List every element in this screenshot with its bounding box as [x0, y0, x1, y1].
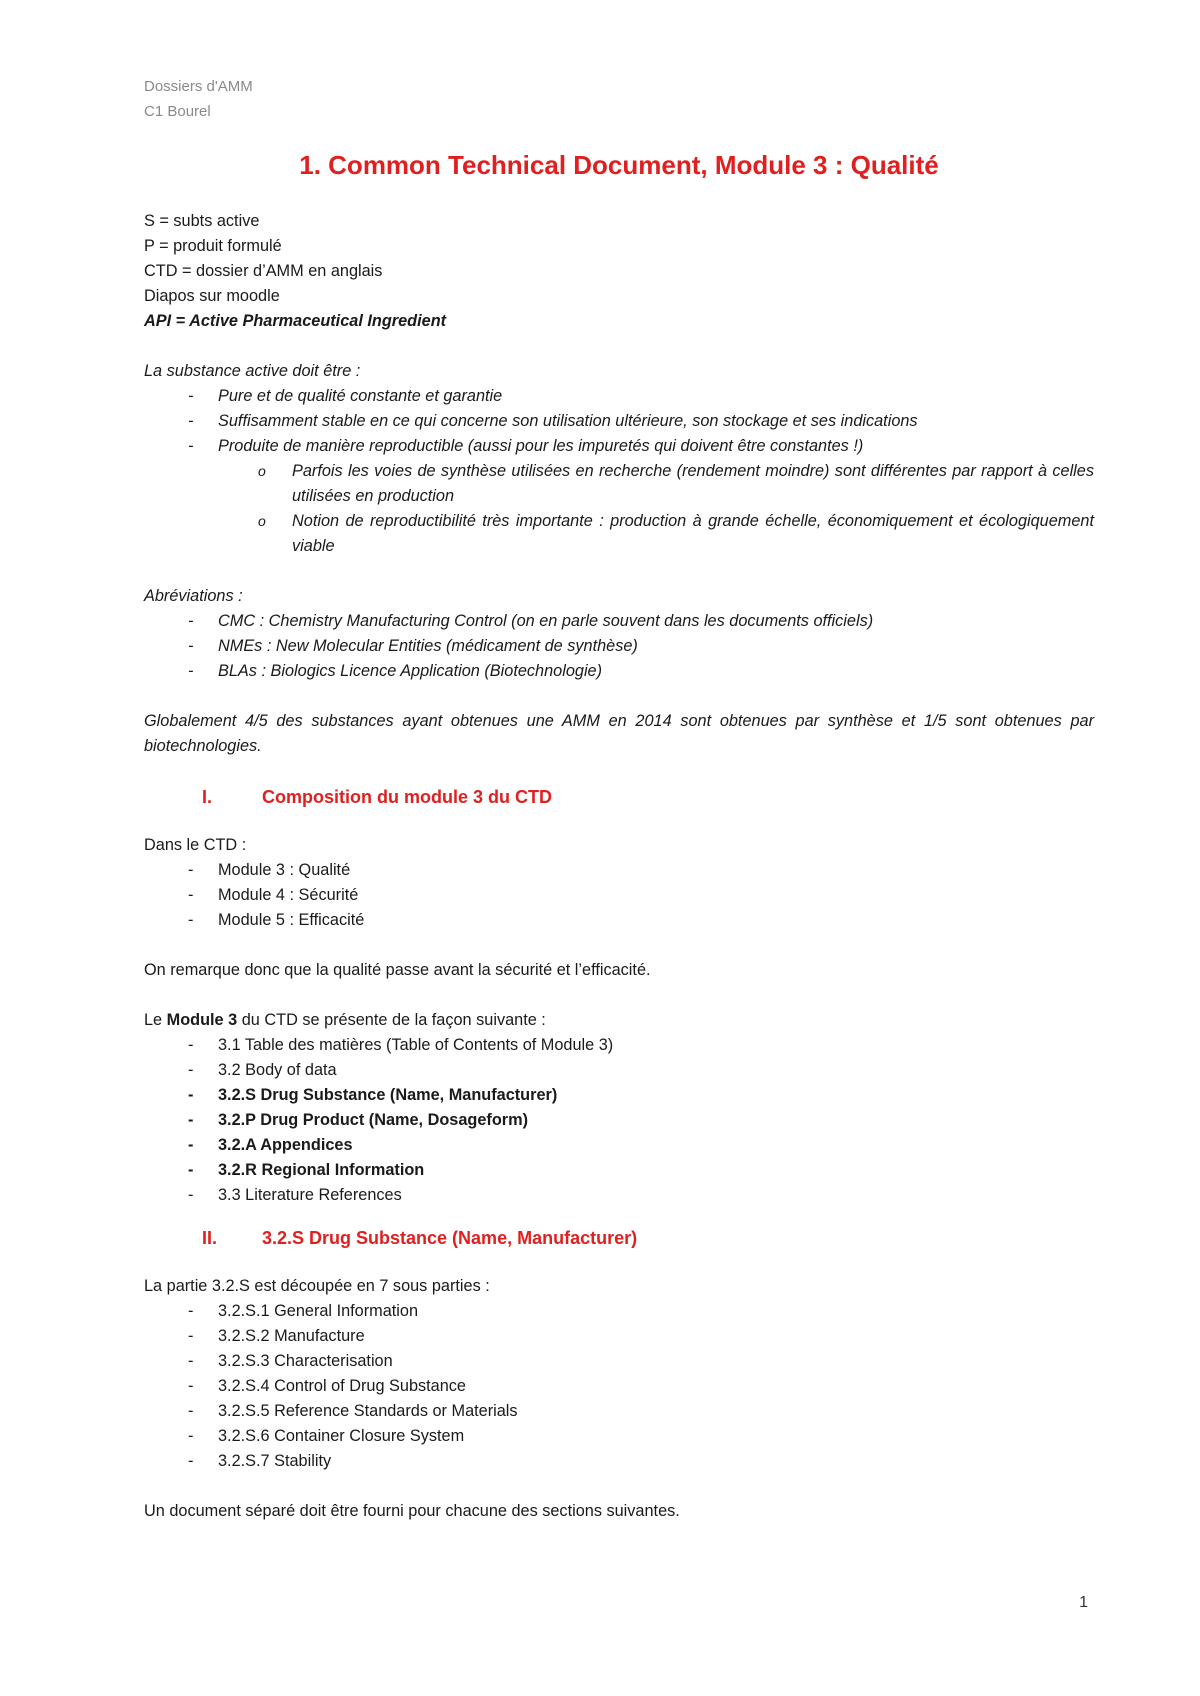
module3-lead: Le Module 3 du CTD se présente de la façon suivante : — [144, 1011, 546, 1029]
abbreviations-lead: Abréviations : — [144, 587, 243, 605]
list-item: - 3.2 Body of data — [144, 1058, 1094, 1083]
subparts-list — [144, 1299, 1094, 1474]
list-item: - Module 3 : Qualité — [144, 858, 1094, 883]
substance-block — [144, 359, 1094, 559]
list-item: - 3.2.S.2 Manufacture — [144, 1324, 1094, 1349]
list-item: - Pure et de qualité constante et garantie — [144, 384, 1094, 409]
list-item: - BLAs : Biologics Licence Application (Biotechnologie) — [144, 659, 1094, 684]
module3-label: Module 3 — [166, 1011, 238, 1029]
section-heading-1 — [144, 785, 1094, 810]
quality-remark: On remarque donc que la qualité passe avant la sécurité et l’efficacité. — [144, 961, 651, 979]
substance-list — [144, 384, 1094, 459]
sub-list-item: o Parfois les voies de synthèse utilisées en recherche (rendement moindre) sont différentes par rapport à celles utilisées en production — [144, 459, 1094, 509]
list-item: - 3.3 Literature References — [144, 1183, 1094, 1208]
sub-list-item: o Notion de reproductibilité très importante : production à grande échelle, économiquement et écologiquement viable — [144, 509, 1094, 559]
ctd-lead: Dans le CTD : — [144, 836, 247, 854]
list-item: - NMEs : New Molecular Entities (médicament de synthèse) — [144, 634, 1094, 659]
header-course: Dossiers d'AMM — [144, 78, 253, 95]
list-item: - Produite de manière reproductible (aussi pour les impuretés qui doivent être constantes !) — [144, 434, 1094, 459]
list-item: - 3.2.S.4 Control of Drug Substance — [144, 1374, 1094, 1399]
intro-line: Diapos sur moodle — [144, 287, 280, 305]
intro-line: CTD = dossier d’AMM en anglais — [144, 262, 383, 280]
closing-sentence: Un document séparé doit être fourni pour chacune des sections suivantes. — [144, 1502, 680, 1520]
abbreviations-block — [144, 584, 1094, 684]
document-title: 1. Common Technical Document, Module 3 : Qualité — [299, 150, 939, 180]
section-number: II. — [202, 1228, 218, 1248]
list-item: - 3.1 Table des matières (Table of Contents of Module 3) — [144, 1033, 1094, 1058]
intro-line: S = subts active — [144, 212, 260, 230]
section-title: 3.2.S Drug Substance (Name, Manufacturer) — [262, 1228, 638, 1248]
header-author: C1 Bourel — [144, 103, 211, 120]
section-number: I. — [202, 787, 213, 807]
document-body — [144, 148, 1094, 1524]
section-title: Composition du module 3 du CTD — [262, 787, 552, 807]
subparts-lead: La partie 3.2.S est découpée en 7 sous parties : — [144, 1277, 490, 1295]
list-item: - 3.2.S.1 General Information — [144, 1299, 1094, 1324]
substance-lead: La substance active doit être : — [144, 362, 361, 380]
list-item: - 3.2.R Regional Information — [144, 1158, 1094, 1183]
list-item: - 3.2.S Drug Substance (Name, Manufacturer) — [144, 1083, 1094, 1108]
list-item: - 3.2.S.7 Stability — [144, 1449, 1094, 1474]
list-item: - 3.2.S.6 Container Closure System — [144, 1424, 1094, 1449]
list-item: - Module 5 : Efficacité — [144, 908, 1094, 933]
global-paragraph: Globalement 4/5 des substances ayant obtenues une AMM en 2014 sont obtenues par synthèse et 1/5 sont obtenues par biotechnologies. — [144, 712, 1094, 755]
api-definition: API = Active Pharmaceutical Ingredient — [144, 312, 447, 330]
abbreviations-list — [144, 609, 1094, 684]
list-item: - 3.2.P Drug Product (Name, Dosageform) — [144, 1108, 1094, 1133]
ctd-modules-list — [144, 858, 1094, 933]
substance-sublist — [144, 459, 1094, 559]
page-number: 1 — [1079, 1594, 1088, 1611]
intro-block — [144, 209, 1094, 334]
list-item: - Module 4 : Sécurité — [144, 883, 1094, 908]
intro-line: P = produit formulé — [144, 237, 282, 255]
module3-structure-list — [144, 1033, 1094, 1208]
list-item: - CMC : Chemistry Manufacturing Control (on en parle souvent dans les documents officiels) — [144, 609, 1094, 634]
list-item: - 3.2.S.3 Characterisation — [144, 1349, 1094, 1374]
page-header — [144, 74, 253, 124]
list-item: - 3.2.S.5 Reference Standards or Materials — [144, 1399, 1094, 1424]
list-item: - Suffisamment stable en ce qui concerne son utilisation ultérieure, son stockage et ses indications — [144, 409, 1094, 434]
section-heading-2 — [144, 1226, 1094, 1251]
list-item: - 3.2.A Appendices — [144, 1133, 1094, 1158]
